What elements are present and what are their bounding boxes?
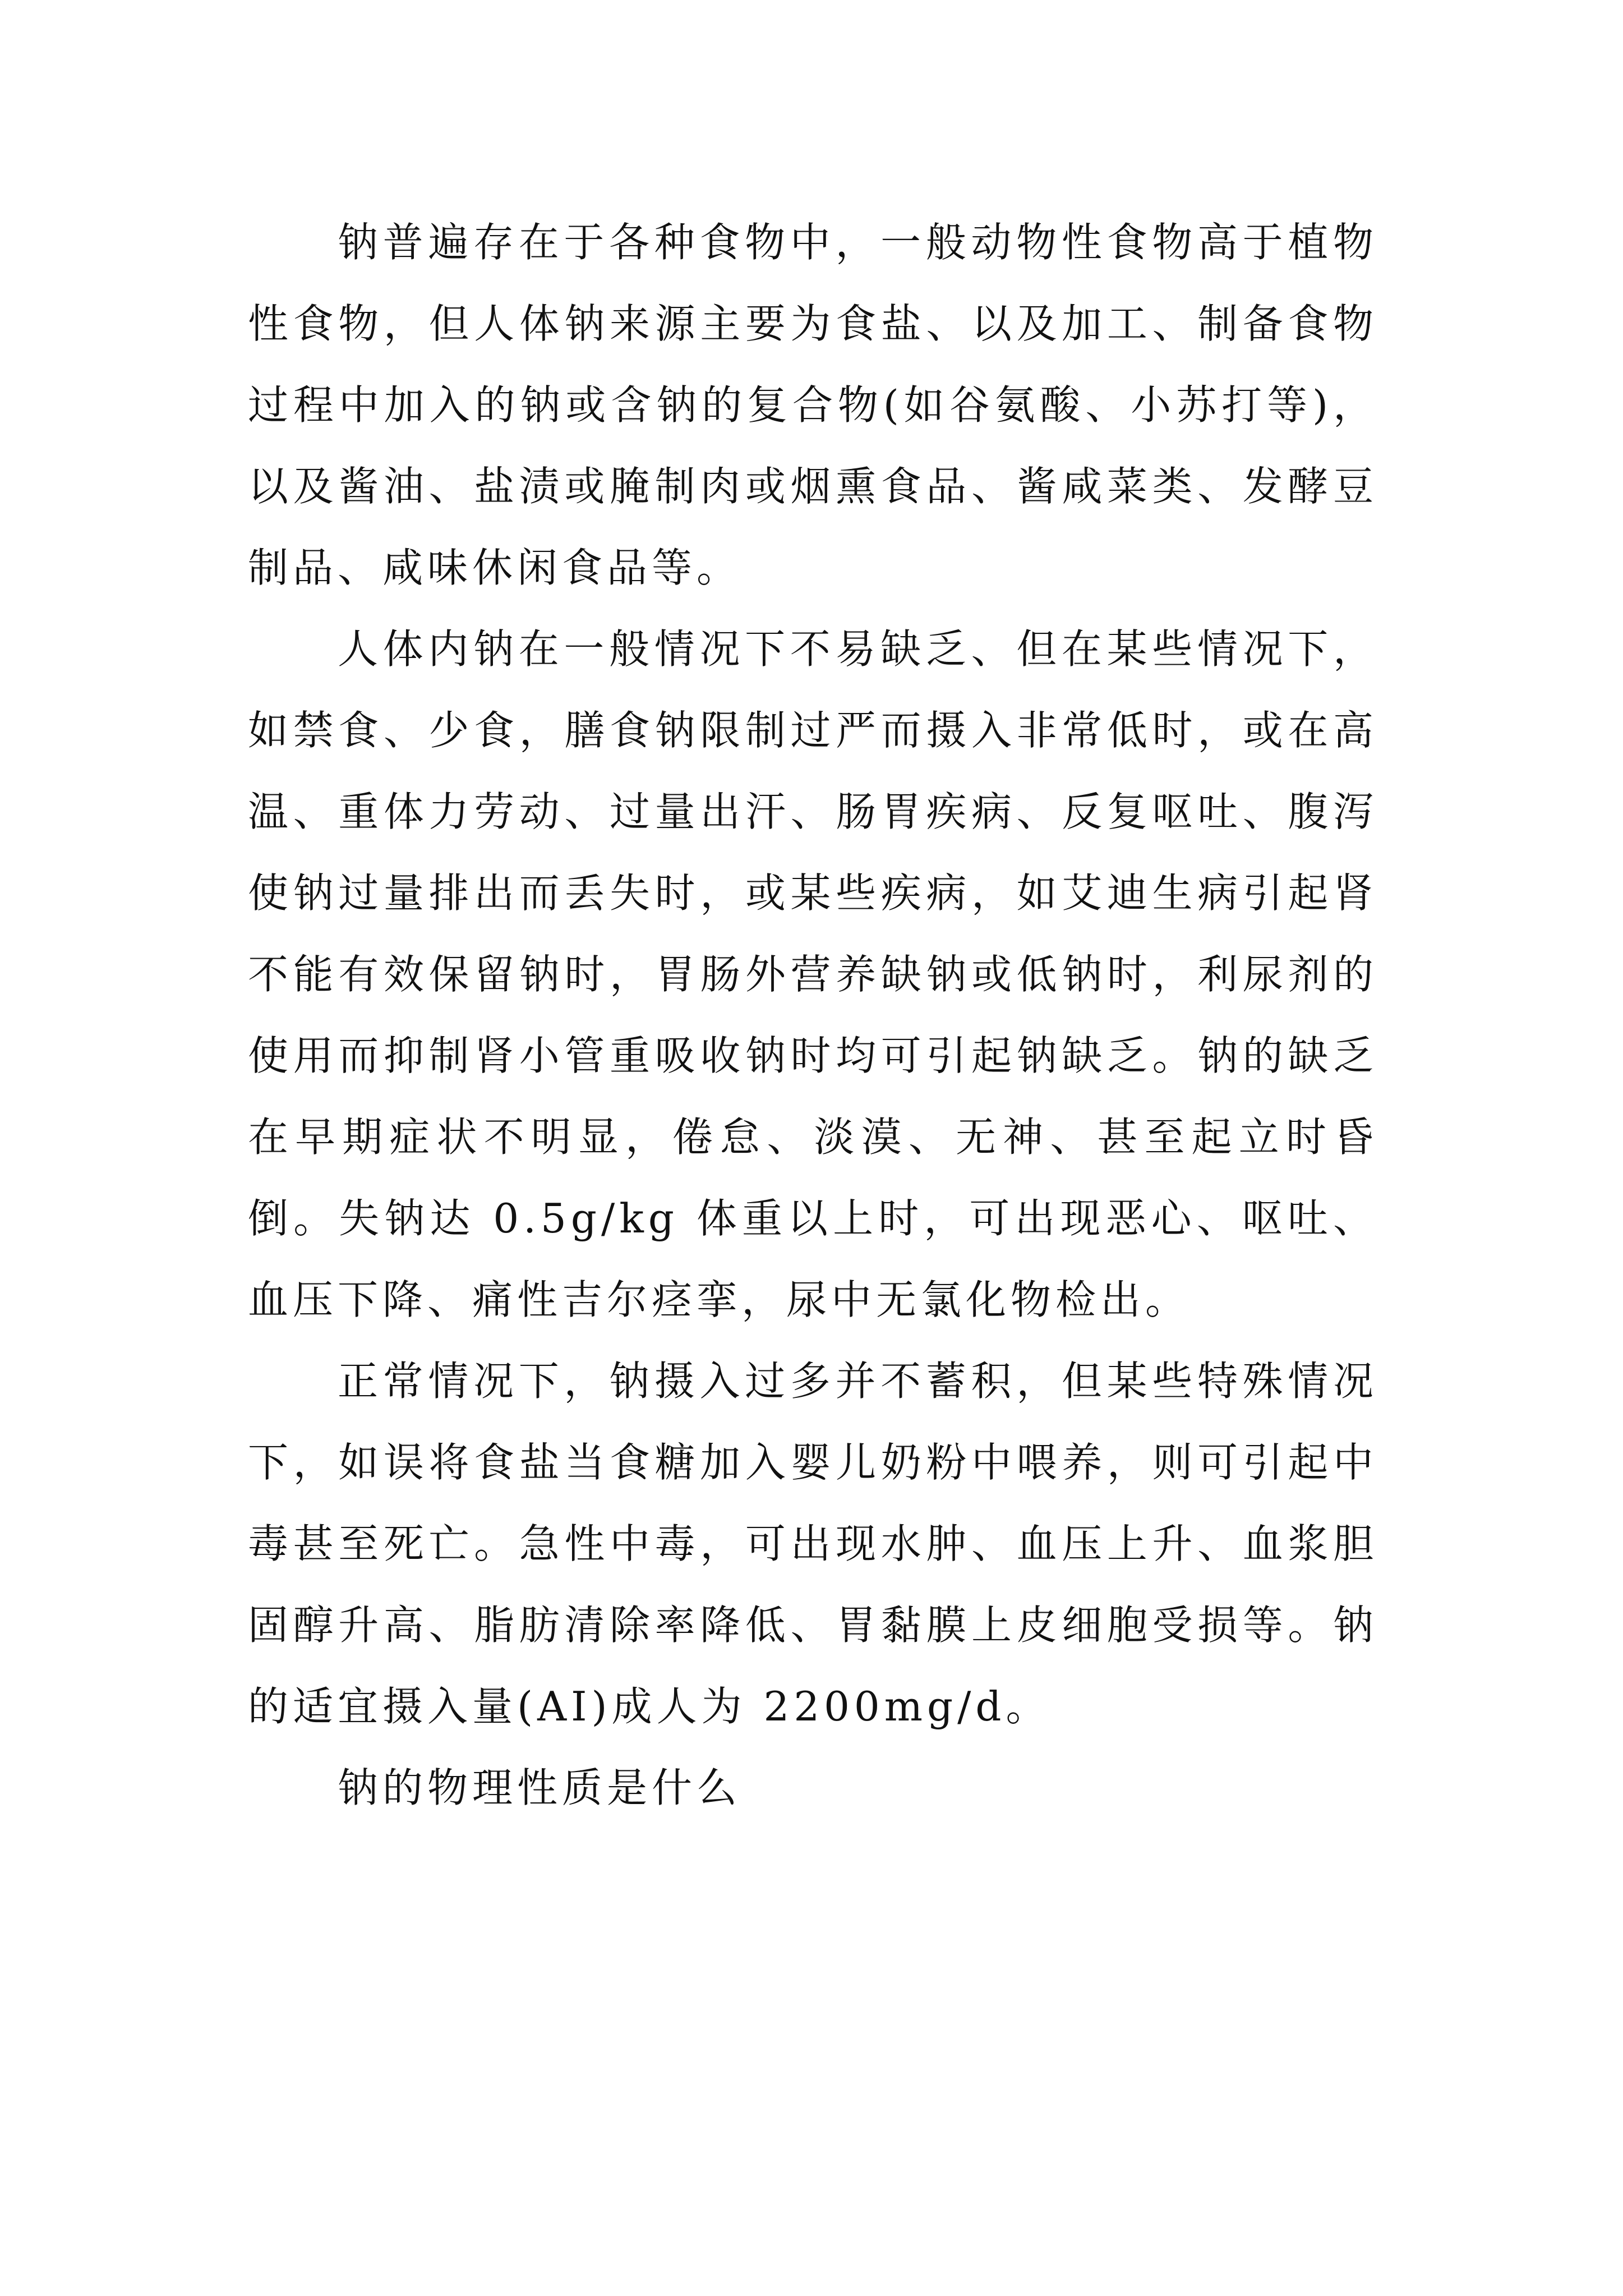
document-body: [248, 202, 1378, 1829]
paragraph-question: 钠的物理性质是什么: [338, 1764, 742, 1811]
paragraph-sodium-excess: 正常情况下，钠摄入过多并不蓄积，但某些特殊情况下，如误将食盐当食糖加入婴儿奶粉中喂养，则可引起中毒甚至死亡。急性中毒，可出现水肿、血压上升、血浆胆固醇升高、脂肪清除率降低、胃黏膜上皮细胞受损等。钠的适宜摄入量(AI)成人为 2200mg/d。: [248, 1358, 1378, 1730]
paragraph-sodium-deficiency: 人体内钠在一般情况下不易缺乏、但在某些情况下，如禁食、少食，膳食钠限制过严而摄入非常低时，或在高温、重体力劳动、过量出汗、肠胃疾病、反复呕吐、腹泻使钠过量排出而丢失时，或某些疾病，如艾迪生病引起肾不能有效保留钠时，胃肠外营养缺钠或低钠时，利尿剂的使用而抑制肾小管重吸收钠时均可引起钠缺乏。钠的缺乏在早期症状不明显，倦怠、淡漠、无神、甚至起立时昏倒。失钠达 0.5g/kg 体重以上时，可出现恶心、呕吐、血压下降、痛性吉尔痉挛，尿中无氯化物检出。: [248, 625, 1378, 1323]
paragraph-sodium-sources: 钠普遍存在于各种食物中，一般动物性食物高于植物性食物，但人体钠来源主要为食盐、以及加工、制备食物过程中加入的钠或含钠的复合物(如谷氨酸、小苏打等)，以及酱油、盐渍或腌制肉或烟熏食品、酱咸菜类、发酵豆制品、咸味休闲食品等。: [248, 219, 1378, 591]
